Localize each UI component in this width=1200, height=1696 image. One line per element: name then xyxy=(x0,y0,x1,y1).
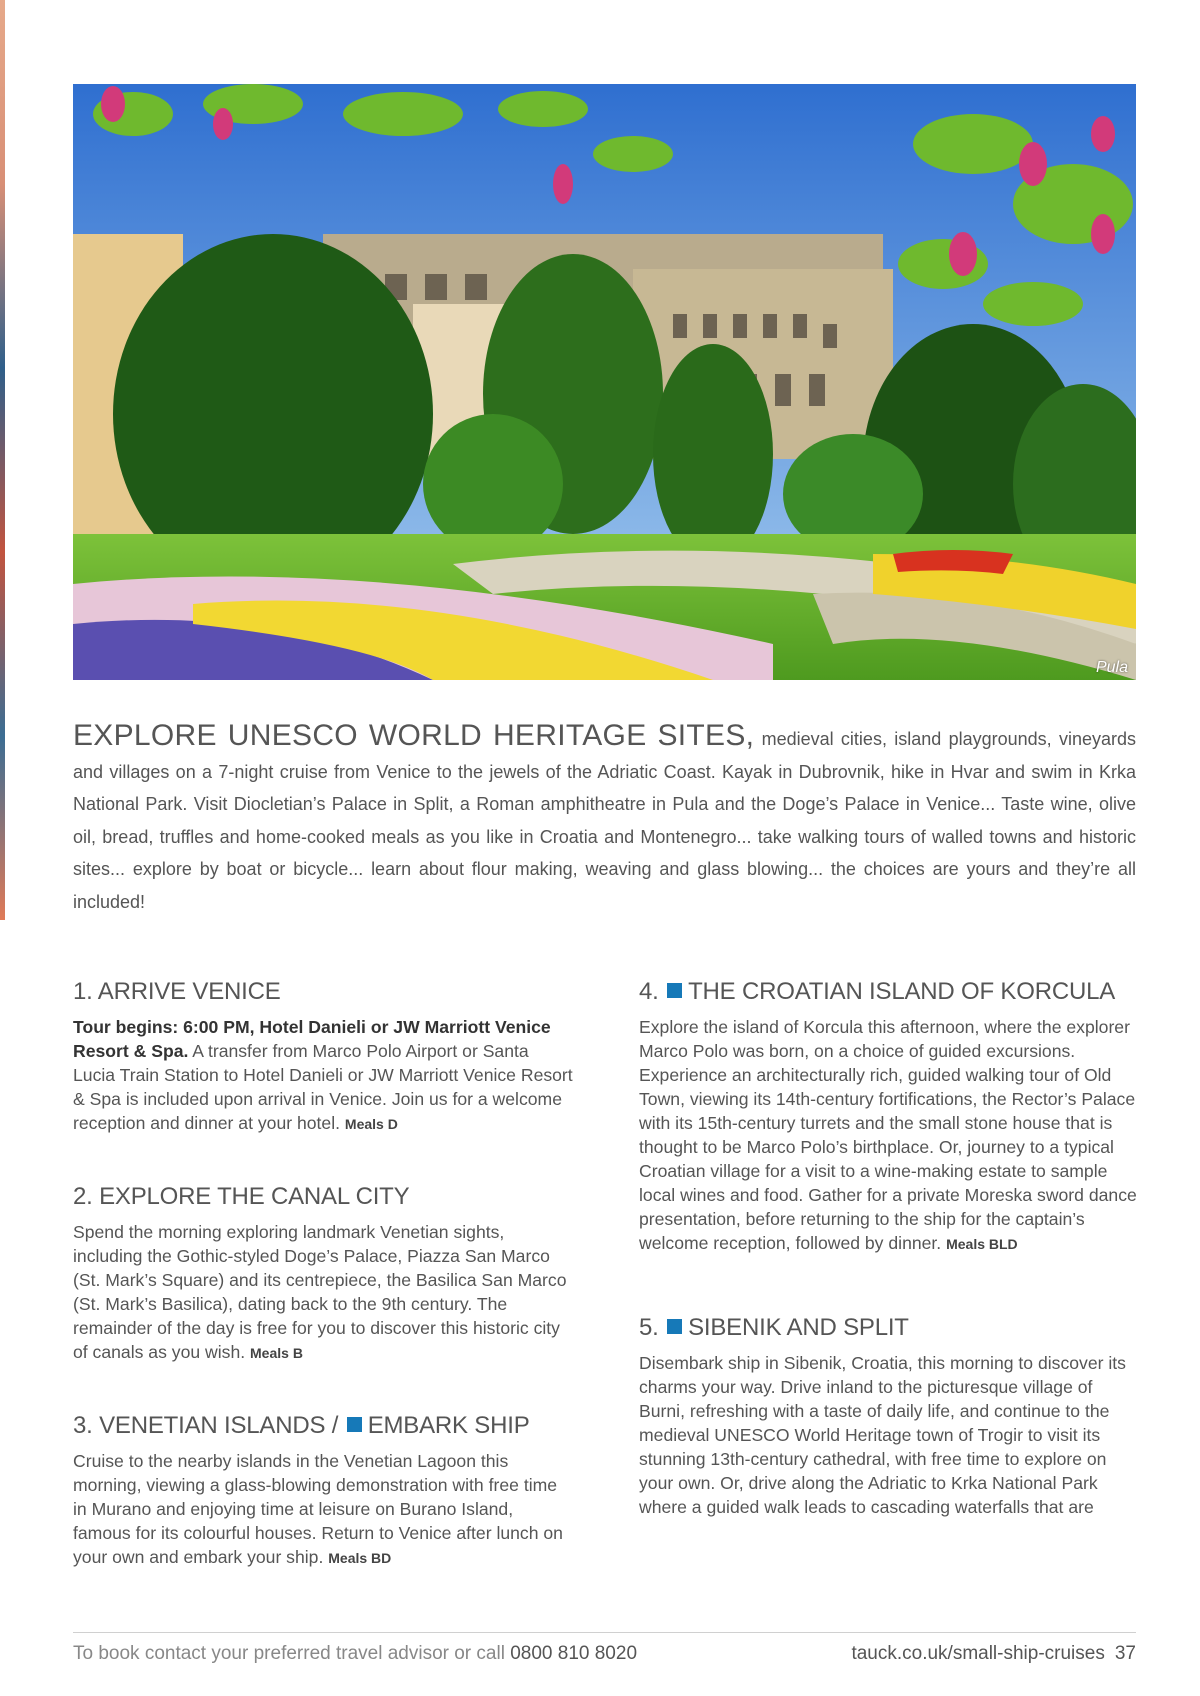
day-3-body: Cruise to the nearby islands in the Venetian Lagoon this morning, viewing a glass-blowing demonstration with free time in Murano and enjoying time at leisure on Burano Island, famous for its colourful houses. Return to Venice after lunch on your own and embark your ship. xyxy=(73,1451,563,1567)
day-1-bold: Tour begins: 6:00 PM, Hotel Danieli or JW Marriott Venice Resort & Spa. xyxy=(73,1017,551,1061)
pula-amphitheatre-garden-photo xyxy=(73,84,1136,680)
hero-photo xyxy=(73,84,1136,680)
intro-paragraph xyxy=(73,720,1136,918)
footer-url[interactable]: tauck.co.uk/small-ship-cruises xyxy=(851,1643,1105,1664)
intro-lead: EXPLORE UNESCO WORLD HERITAGE SITES, xyxy=(73,719,755,752)
day-3-title-b: EMBARK SHIP xyxy=(367,1412,530,1439)
day-2 xyxy=(73,1183,573,1365)
ship-icon xyxy=(667,983,682,998)
day-4-title-text: THE CROATIAN ISLAND OF KORCULA xyxy=(688,978,1116,1005)
ship-icon xyxy=(667,1319,682,1334)
day-4-title xyxy=(639,978,1139,1006)
day-4-body: Explore the island of Korcula this afternoon, where the explorer Marco Polo was born, on a choice of guided excursions. Experience an architecturally rich, guided walking tour of Old Town, viewing its 14th-century fortifications, the Rector’s Palace with its 15th-century turrets and the small stone house that is thought to be Marco Polo’s birthplace. Or, journey to a typical Croatian village for a visit to a wine-making estate to sample local wines and food. Gather for a private Moreska sword dance presentation, before returning to the ship for the captain’s welcome reception, followed by dinner. xyxy=(639,1017,1137,1253)
day-4-meals: Meals BLD xyxy=(946,1236,1018,1252)
day-2-body: Spend the morning exploring landmark Venetian sights, including the Gothic-styled Doge’s Palace, Piazza San Marco (St. Mark’s Square) and its centrepiece, the Basilica San Marco (St. Mark’s Basilica), dating back to the 9th century. The remainder of the day is free for you to discover this historic city of canals as you wish. xyxy=(73,1222,567,1362)
footer-phone[interactable]: 0800 810 8020 xyxy=(510,1643,638,1664)
day-1-title: 1. ARRIVE VENICE xyxy=(73,978,281,1005)
day-5-title xyxy=(639,1314,1139,1342)
intro-body: medieval cities, island playgrounds, vineyards and villages on a 7-night cruise from Venice to the jewels of the Adriatic Coast. Kayak in Dubrovnik, hike in Hvar and swim in Krka National Park. Visit Diocletian’s Palace in Split, a Roman amphitheatre in Pula and the Doge’s Palace in Venice... Taste wine, olive oil, bread, truffles and home-cooked meals as you like in Croatia and Montenegro... take walking tours of walled towns and historic sites... explore by boat or bicycle... learn about flour making, weaving and glass blowing... the choices are yours and they’re all included! xyxy=(73,729,1137,912)
day-3-title xyxy=(73,1412,573,1440)
day-3 xyxy=(73,1412,573,1570)
photo-caption: Pula xyxy=(1095,659,1128,676)
day-5 xyxy=(639,1314,1139,1519)
footer-divider xyxy=(73,1632,1136,1633)
day-2-title: 2. EXPLORE THE CANAL CITY xyxy=(73,1183,410,1210)
page-number: 37 xyxy=(1114,1643,1136,1664)
page-edge-strip xyxy=(0,0,5,920)
footer-booking-text: To book contact your preferred travel advisor or call xyxy=(73,1643,511,1664)
day-3-title-a: 3. VENETIAN ISLANDS / xyxy=(73,1412,345,1439)
day-2-meals: Meals B xyxy=(250,1345,303,1361)
day-4 xyxy=(639,978,1139,1256)
itinerary-column-left xyxy=(73,978,573,1570)
day-1 xyxy=(73,978,573,1136)
day-3-meals: Meals BD xyxy=(328,1550,392,1566)
day-2-text xyxy=(73,1220,573,1365)
ship-icon xyxy=(347,1417,362,1432)
day-5-text: Disembark ship in Sibenik, Croatia, this morning to discover its charms your way. Drive inland to the picturesque village of Burni, refreshing with a taste of daily life, and continue to the medieval UNESCO World Heritage town of Trogir to visit its stunning 13th-century cathedral, with free time to explore on your own. Or, drive along the Adriatic to Krka National Park where a guided walk leads to cascading waterfalls that are xyxy=(639,1353,1126,1517)
day-5-number: 5. xyxy=(639,1314,666,1341)
day-1-text xyxy=(73,1015,573,1136)
day-1-meals: Meals D xyxy=(344,1116,398,1132)
day-1-body: A transfer from Marco Polo Airport or Santa Lucia Train Station to Hotel Danieli or JW Marriott Venice Resort & Spa is included upon arrival in Venice. Join us for a welcome reception and dinner at your hotel. xyxy=(73,1041,573,1133)
itinerary-column-right xyxy=(639,978,1139,1519)
day-4-text xyxy=(639,1015,1139,1256)
day-3-text xyxy=(73,1449,573,1570)
day-4-number: 4. xyxy=(639,978,666,1005)
day-5-title-text: SIBENIK AND SPLIT xyxy=(688,1314,909,1341)
footer-right xyxy=(851,1643,1136,1665)
footer-booking-info xyxy=(73,1643,637,1665)
